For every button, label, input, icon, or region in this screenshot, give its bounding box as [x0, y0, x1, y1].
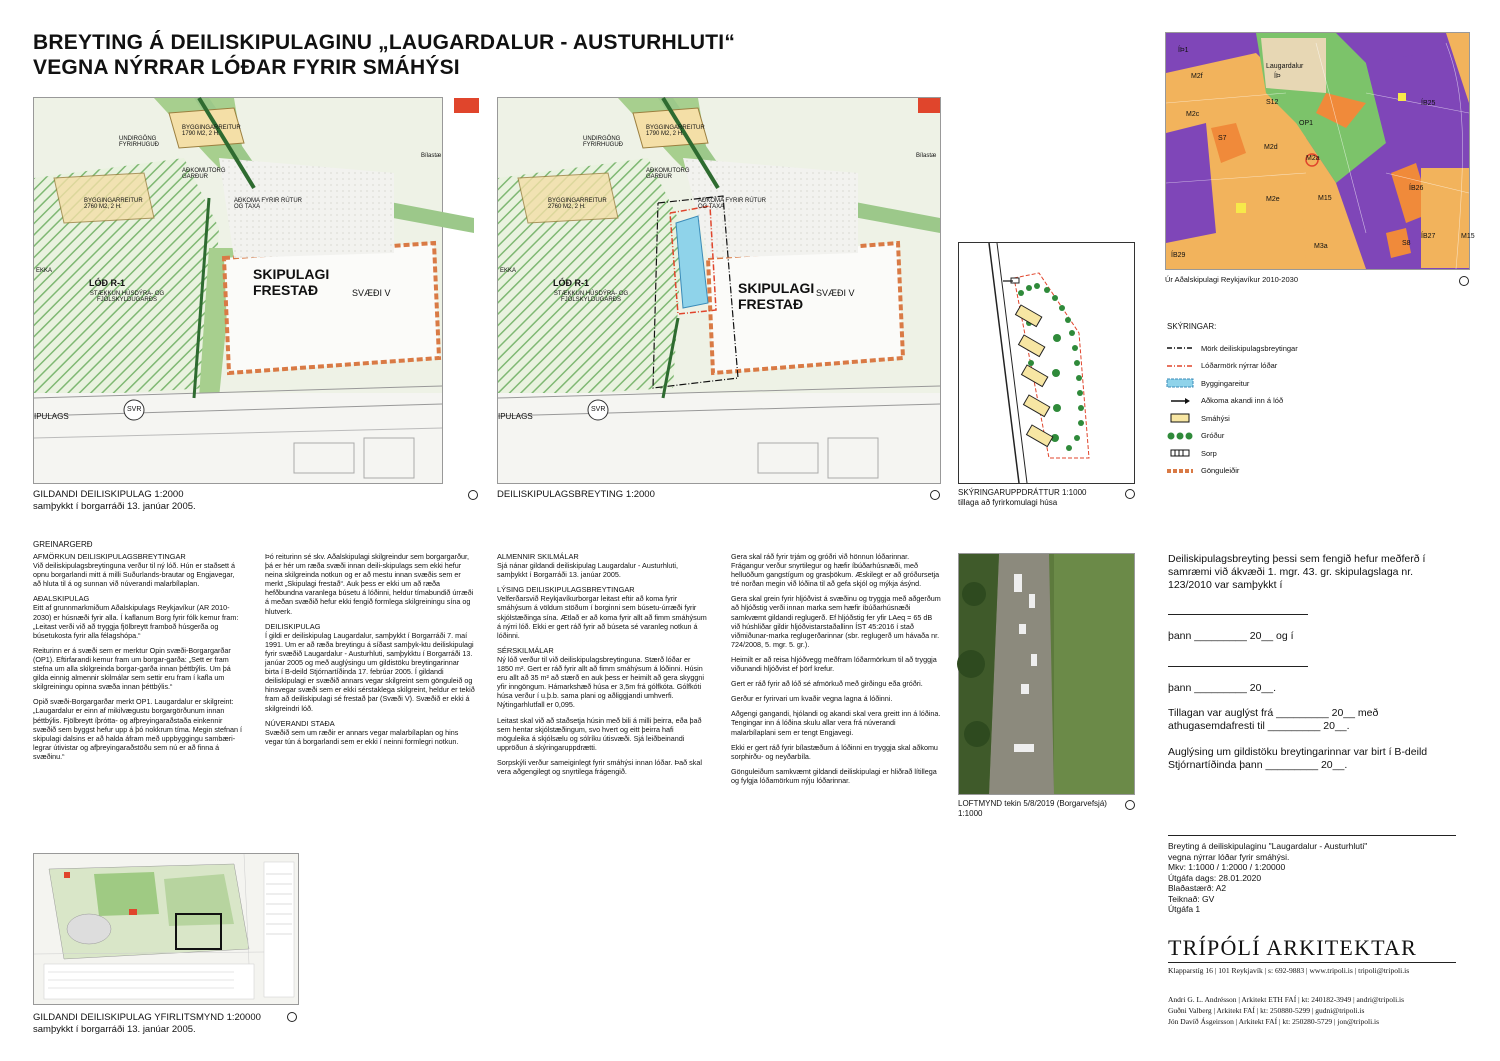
landuse-zone-label: S7	[1218, 135, 1227, 142]
titleblock-line: Blaðastærð: A2	[1168, 883, 1227, 893]
current-plan-caption-1: GILDANDI DEILISKIPULAG 1:2000	[33, 489, 184, 500]
titleblock-line: vegna nýrrar lóðar fyrir smáhýsi.	[1168, 851, 1290, 862]
ekka-label: EKKA	[36, 268, 53, 274]
landuse-zone-label: Laugardalur	[1266, 63, 1304, 70]
change-lod-label: LÓÐ R-1	[553, 278, 589, 288]
change-adkomutorg-label: AÐKOMUTORG GARÐUR	[646, 168, 690, 180]
section-heading: NÚVERANDI STAÐA	[265, 718, 335, 728]
overview-caption	[33, 1012, 261, 1036]
aerial-caption	[958, 799, 1107, 819]
titleblock-rule	[1168, 835, 1456, 836]
section-paragraph: Ný lóð verður til við deiliskipulagsbreytinguna. Stærð lóðar er 1850 m². Gert er ráð fyrir allt að fimm smáhýsum á lóðinni. Húsin eru allt að 35 m² að stærð en auk þess er heimilt að gera skyggni yfir inngöngum. Hámarkshæð húsa er 3,5m frá gólfkóta. Gólfkóti húsa verður í u.þ.b. sama plani og aðliggjandi umhverfi. Nýtingarhlutfall er 0,095.	[497, 654, 704, 710]
architect-line: Jón Davíð Ásgeirsson | Arkitekt FAÍ | kt: 250280-5729 | jon@tripoli.is	[1168, 1017, 1380, 1026]
orange-dashed-line-icon	[1167, 466, 1193, 476]
overview-caption-2: samþykkt í borgarráði 13. janúar 2005.	[33, 1024, 196, 1035]
change-bygg1-label	[646, 125, 705, 137]
landuse-zone-label: ÍÞ	[1274, 73, 1281, 80]
change-ipulags-label: IPULAGS	[498, 412, 533, 421]
landuse-zone-label: M2a	[1306, 155, 1320, 162]
section-heading: SÉRSKILMÁLAR	[497, 645, 554, 655]
aerial-photo	[958, 553, 1135, 795]
section-paragraph: Opið svæði-Borgargarðar merkt OP1. Laugardalur er skilgreint: „Laugardalur er einn af mikilvægustu borgargörðunum innan þéttbýlis. Fjölbreytt íþrótta- og afþreyingaraðstaða einkennir svæðið sem byggst hefur upp á þó nokkrum tíma. Megin stefnan í skipulagi dalsins er að halda áfram með uppbyggingu sambæri-legrar útivistar og afþreyingaraðstöðu sem nú er að finna á svæðinu.“	[33, 697, 242, 761]
change-bilastaedi-label: Bílastæ	[916, 153, 937, 159]
section-heading: ALMENNIR SKILMÁLAR	[497, 552, 579, 561]
landuse-zone-label: OP1	[1299, 120, 1314, 127]
change-svaedi-label: SVÆÐI V	[816, 288, 855, 298]
legend-label: Gönguleiðir	[1201, 466, 1240, 475]
overview-svg	[34, 854, 298, 1004]
adkomutorg-label: AÐKOMUTORG GARÐUR	[182, 168, 226, 180]
aerial-caption-2: 1:1000	[958, 809, 983, 818]
current-plan-caption-2: samþykkt í borgarráði 13. janúar 2005.	[33, 501, 196, 512]
section-paragraph: Gerður er fyrirvari um kvaðir vegna lagna á lóðinni.	[731, 694, 893, 704]
change-plan-caption: DEILISKIPULAGSBREYTING 1:2000	[497, 489, 655, 500]
section-paragraph: Reiturinn er á svæði sem er merktur Opin svæði-Borgargarðar (OP1). Eftirfarandi kemur fram um borgar-garða: „Sett er fram stefna um alla skilgreinda borgar-garða innan þéttbýlis. Um þá gilda einnig almennir skilmálar sem settir eru fram í kafla um skilgreiningu opinna svæða innan þéttbýlis.“	[33, 645, 231, 692]
greinargerd-column-2	[265, 552, 475, 752]
section-heading: DEILISKIPULAG	[265, 621, 321, 631]
section-paragraph: Leitast skal við að staðsetja húsin með bili á milli þeirra, eða það sem hentar skjólstæðingum, svo hvert og eitt þeirra hafi möguleika á skjólsælu og sólríku útisvæði. Sjá leiðbeinandi uppröðun á skýringaruppdrætti.	[497, 715, 702, 752]
approval-advert: Tillagan var auglýst frá _________ 20__ með athugasemdafresti til _________ 20__.	[1168, 707, 1379, 732]
bygg1-sub: 1790 M2, 2 H.	[182, 131, 220, 137]
north-arrow-icon	[287, 1012, 297, 1022]
ipulags-label: IPULAGS	[34, 412, 69, 421]
lod-sub-label: STÆKKUN HÚSDÝRA- OG FJÖLSKYLDUGARÐS	[89, 291, 165, 303]
approval-line-a: þann _________ 20__ og í	[1168, 630, 1294, 642]
architect-line: Guðni Valberg | Arkitekt FAÍ | kt: 250880-5299 | gudni@tripoli.is	[1168, 1006, 1365, 1015]
titleblock-info	[1168, 841, 1367, 915]
skyringar-caption-1: SKÝRINGARUPPDRÁTTUR 1:1000	[958, 488, 1087, 497]
current-plan-caption	[33, 489, 196, 513]
section-paragraph: Þó reiturinn sé skv. Aðalskipulagi skilgreindur sem borgargarður, þá er hér um ræða svæði innan deili-skipulags sem ekki hefur neina skilgreinda notkun og er að mestu innan svæðis sem er merkt „Skipulagi frestað“. Auk þess er ekki um að ræða hefðbundna varanlega búsetu á lóðinni, heldur tímabundið úrræði á meðan svæðið hefur ekki fengið formlega skilgreiningu sína og hlutverk.	[265, 552, 474, 616]
legend-item	[1167, 361, 1277, 371]
section-paragraph: Velferðarsvið Reykjavíkurborgar leitast eftir að koma fyrir smáhýsum á völdum stöðum í borginni sem búsetu-úrræði fyrir skjólstæðinga sína. Ætlað er að koma fyrir allt að fimm smáhýsum á nýrri lóð. Ekki er gert ráð fyrir að búseta sé varanleg notkun á lóðinni.	[497, 594, 707, 640]
section-paragraph: Gera skal ráð fyrir trjám og gróðri við hönnun lóðarinnar. Frágangur verður snyrtilegur og hæfir íbúðarhúsnæði, með helluöðum gangstígum og grasþökum. Æskilegt er að gróðursetja tré norðan megin við lóðina til að gefa skjól og mýkja ásýnd.	[731, 552, 940, 589]
skyringar-caption-2: tillaga að fyrirkomulagi húsa	[958, 498, 1058, 507]
firm-name: TRÍPÓLÍ ARKITEKTAR	[1168, 935, 1417, 960]
north-arrow-icon	[1125, 489, 1135, 499]
bygg2-text: BYGGINGARREITUR	[84, 198, 143, 204]
change-frestad-text: FRESTAÐ	[738, 296, 804, 312]
section-paragraph: Svæðið sem um ræðir er annars vegar malarbílaplan og hins vegar tún á borgarlandi sem er ekki í neinni formlegri notkun.	[265, 727, 459, 746]
change-adkoma-label: AÐKOMA FYRIR RÚTUR OG TAXA	[698, 198, 767, 210]
landuse-caption: Úr Aðalskipulagi Reykjavíkur 2010-2030	[1165, 275, 1298, 284]
greinargerd-column-3	[497, 552, 707, 782]
titleblock-line: Teiknað: GV	[1168, 893, 1215, 904]
firm-people	[1168, 994, 1404, 1027]
greinargerd-heading: GREINARGERÐ	[33, 540, 93, 549]
section-paragraph: Gera skal grein fyrir hljóðvist á svæðinu og tryggja með aðgerðum að hljóðstig verði innan marka sem hæfir íbúðarhúsnæði samkvæmt gildandi reglugerð. Ef hljóðstig fer yfir LAeq = 65 dB við húshliðar gildir hljóðvistarstaðallinn ÍST 45:2016 í stað viðmiðunar-marka reglugerðarinnar (sbr. reglugerð um hávaða nr. 724/2008, 5. mgr. 5. gr.).	[731, 594, 941, 649]
landuse-zone-label: M15	[1461, 233, 1475, 240]
section-heading: AÐALSKIPULAG	[33, 594, 90, 604]
dash-dot-black-line-icon	[1167, 343, 1193, 353]
skyringar-svg	[959, 243, 1134, 483]
svaedi-label: SVÆÐI V	[352, 288, 391, 298]
firm-rule	[1168, 962, 1456, 963]
legend-label: Byggingareitur	[1201, 378, 1250, 388]
legend-label: Mörk deiliskipulagsbreytingar	[1201, 343, 1298, 353]
change-undirgong-label: UNDIRGÖNG FYRIRHUGUÐ	[583, 136, 623, 148]
landuse-map	[1165, 32, 1475, 270]
titleblock-line: Útgáfa dags: 28.01.2020	[1168, 872, 1262, 883]
section-paragraph: Gert er ráð fyrir að lóð sé afmörkuð með girðingu eða gróðri.	[731, 679, 923, 689]
undirgong-label: UNDIRGÖNG FYRIRHUGUÐ	[119, 136, 159, 148]
striped-box-icon	[1167, 448, 1193, 458]
landuse-zone-label: M2f	[1191, 73, 1203, 80]
legend-item	[1167, 466, 1239, 476]
north-arrow-icon	[1125, 800, 1135, 810]
landuse-zone-label: M2e	[1266, 196, 1280, 203]
skyringar-drawing	[958, 242, 1135, 484]
bygg1-label	[182, 125, 241, 137]
landuse-zone-label: M3a	[1314, 243, 1328, 250]
change-frestad-label	[738, 280, 814, 312]
section-heading: AFMÖRKUN DEILISKIPULAGSBREYTINGAR	[33, 552, 186, 561]
landuse-zone-label: M15	[1318, 195, 1332, 202]
adkoma-label: AÐKOMA FYRIR RÚTUR OG TAXA	[234, 198, 303, 210]
lod-label: LÓÐ R-1	[89, 278, 125, 288]
change-bygg1-sub: 1790 M2, 2 H.	[646, 131, 684, 137]
landuse-zone-label: ÍB25	[1421, 100, 1436, 107]
legend-item	[1167, 448, 1217, 458]
landuse-zone-label: S8	[1402, 240, 1411, 247]
change-bygg2-text: BYGGINGARREITUR	[548, 198, 607, 204]
architect-line: Andri G. L. Andrésson | Arkitekt ETH FAÍ | kt: 240182-3949 | andri@tripoli.is	[1168, 995, 1405, 1004]
overview-caption-1: GILDANDI DEILISKIPULAG YFIRLITSMYND 1:20000	[33, 1012, 261, 1023]
blue-area-icon	[1167, 378, 1193, 388]
landuse-zone-label: ÍÞ1	[1178, 47, 1189, 54]
approval-intro: Deiliskipulagsbreyting þessi sem fengið hefur meðferð í samræmi við ákvæði 1. mgr. 43. gr. skipulagslaga nr. 123/2010 var samþykkt í	[1168, 553, 1426, 591]
approval-line-b: þann _________ 20__.	[1168, 682, 1277, 694]
change-ekka-label: EKKA	[500, 268, 517, 274]
greinargerd-column-4	[731, 552, 941, 791]
green-dots-icon	[1167, 431, 1193, 441]
change-skipulagi-text: SKIPULAGI	[738, 280, 815, 296]
titleblock-line: Mkv: 1:1000 / 1:2000 / 1:20000	[1168, 862, 1286, 872]
change-lod-sub-label: STÆKKUN HÚSDÝRA- OG FJÖLSKYLDUGARÐS	[553, 291, 629, 303]
frestad-text: FRESTAÐ	[253, 282, 319, 298]
legend-label: Lóðarmörk nýrrar lóðar	[1201, 361, 1278, 370]
firm-address: Klapparstíg 16 | 101 Reykjavík | s: 692-9883 | www.tripoli.is | tripoli@tripoli.is	[1168, 966, 1410, 975]
bygg2-sub: 2760 M2, 2 H.	[84, 204, 122, 210]
section-paragraph: Gönguleiðum samkvæmt gildandi deiliskipulagi er hliðrað lítillega og fylgja lóðamörkum nýju lóðarinnar.	[731, 766, 937, 785]
north-arrow-icon	[930, 490, 940, 500]
yellow-box-icon	[1167, 413, 1193, 423]
title-line-1: BREYTING Á DEILISKIPULAGINU „LAUGARDALUR - AUSTURHLUTI“	[33, 31, 736, 54]
section-paragraph: Við deiliskipulagsbreytinguna verður til ný lóð. Hún er staðsett á opnu borgarlandi mitt á milli Suðurlands-brautar og Engjavegar, að hluta til á og sunnan við núverandi malarbílaplan.	[33, 561, 236, 589]
change-svr-label: SVR	[591, 406, 606, 413]
aerial-caption-1: LOFTMYND tekin 5/8/2019 (Borgarvefsjá)	[958, 799, 1107, 808]
legend-label: Smáhýsi	[1201, 413, 1230, 423]
arrow-icon	[1167, 396, 1193, 406]
titleblock-line: Breyting á deiliskipulaginu "Laugardalur - Austurhluti"	[1168, 841, 1368, 851]
section-paragraph: Sorpskýli verður sameiginlegt fyrir smáhýsi innan lóðar. Það skal vera aðgengilegt og snyrtilega frágengið.	[497, 757, 702, 776]
signature-line-1	[1168, 614, 1308, 615]
bygg2-label	[84, 198, 143, 210]
section-paragraph: Eitt af grunnmarkmiðum Aðalskipulags Reykjavíkur (AR 2010-2030) er húsnæði fyrir alla. Í kaflanum Borg fyrir fólk kemur fram: „Leitast verði við að tryggja fjölbreytt framboð húsgerða og búsetukosta fyrir alla félagshópa.“	[33, 603, 239, 640]
landuse-zone-label: ÍB26	[1409, 185, 1424, 192]
legend-item	[1167, 413, 1230, 423]
greinargerd-column-1	[33, 552, 243, 767]
aerial-svg	[959, 554, 1134, 794]
svr-label: SVR	[127, 406, 142, 413]
page-title	[33, 30, 735, 80]
section-paragraph: Í gildi er deiliskipulag Laugardalur, samþykkt í Borgarráði 7. maí 1991. Um er að ræða breytingu á síðast samþyk-ktu deiliskipulagi fyrir svæðið Laugardalur - Austurhluti, samþykktu í Borgarráði 13. janúar 2005 og með auglýsingu um gildistöku breytingarinnar birta í B-deild Stjórnartíðinda 17. febrúar 2005. Í gildandi deiliskipulagi er svæðið annars vegar skilgreint sem gönguleið og hinsvegar svæði sem er ekki sérstaklega skilgreint, heldur er tekið fram að deiliskipulagi sé frestað þar (Svæði V). Svæðið er ekki á skilgreindri lóð.	[265, 630, 475, 713]
legend-item	[1167, 396, 1283, 406]
legend-heading: SKÝRINGAR:	[1167, 322, 1217, 331]
legend-item	[1167, 378, 1249, 388]
change-plan-map	[497, 97, 941, 484]
overview-map	[33, 853, 299, 1005]
landuse-zone-label: M2d	[1264, 144, 1278, 151]
approval-published: Auglýsing um gildistöku breytingarinnar var birt í B-deild Stjórnartíðinda þann _________ 20__.	[1168, 746, 1428, 771]
landuse-zone-label: ÍB27	[1421, 233, 1436, 240]
section-heading: LÝSING DEILISKIPULAGSBREYTINGAR	[497, 585, 635, 595]
change-bygg2-label	[548, 198, 607, 210]
frestad-label	[253, 266, 329, 298]
section-paragraph: Heimilt er að reisa hljóðvegg meðfram lóðarmörkum til að tryggja viðunandi hljóðvist ef þörf krefur.	[731, 654, 937, 674]
skipulagi-text: SKIPULAGI	[253, 266, 330, 282]
signature-line-2	[1168, 666, 1308, 667]
north-arrow-icon	[468, 490, 478, 500]
legend-label: Aðkoma akandi inn á lóð	[1201, 396, 1284, 405]
dash-dot-red-line-icon	[1167, 361, 1193, 371]
bilastaedi-label: Bílastæ	[421, 153, 442, 159]
north-arrow-icon	[1459, 276, 1469, 286]
landuse-zone-label: M2c	[1186, 111, 1200, 118]
change-bygg2-sub: 2760 M2, 2 H.	[548, 204, 586, 210]
skyringar-caption	[958, 488, 1086, 508]
change-bygg1-text: BYGGINGARREITUR	[646, 125, 705, 131]
legend-item	[1167, 431, 1224, 441]
section-paragraph: Aðgengi gangandi, hjólandi og akandi skal vera greitt inn á lóðina. Tengingar inn á lóðina skulu allar vera frá núverandi malarbílaplani sem er tengt Engjavegi.	[731, 709, 941, 737]
bygg1-text: BYGGINGARREITUR	[182, 125, 241, 131]
legend-label: Sorp	[1201, 448, 1217, 458]
legend-item	[1167, 343, 1298, 353]
titleblock-line: Útgáfa 1	[1168, 904, 1201, 914]
landuse-zone-label: ÍB29	[1171, 252, 1186, 259]
title-line-2: VEGNA NÝRRAR LÓÐAR FYRIR SMÁHÝSI	[33, 56, 460, 79]
current-plan-map	[33, 97, 443, 484]
section-paragraph: Sjá nánar gildandi deiliskipulag Laugardalur - Austurhluti, samþykkt í Borgarráði 13. janúar 2005.	[497, 561, 678, 580]
landuse-zone-label: S12	[1266, 99, 1279, 106]
section-paragraph: Ekki er gert ráð fyrir bílastæðum á lóðinni en tryggja skal aðkomu sorphirðu- og neyðarbíla.	[731, 742, 938, 761]
legend-label: Gróður	[1201, 431, 1225, 440]
